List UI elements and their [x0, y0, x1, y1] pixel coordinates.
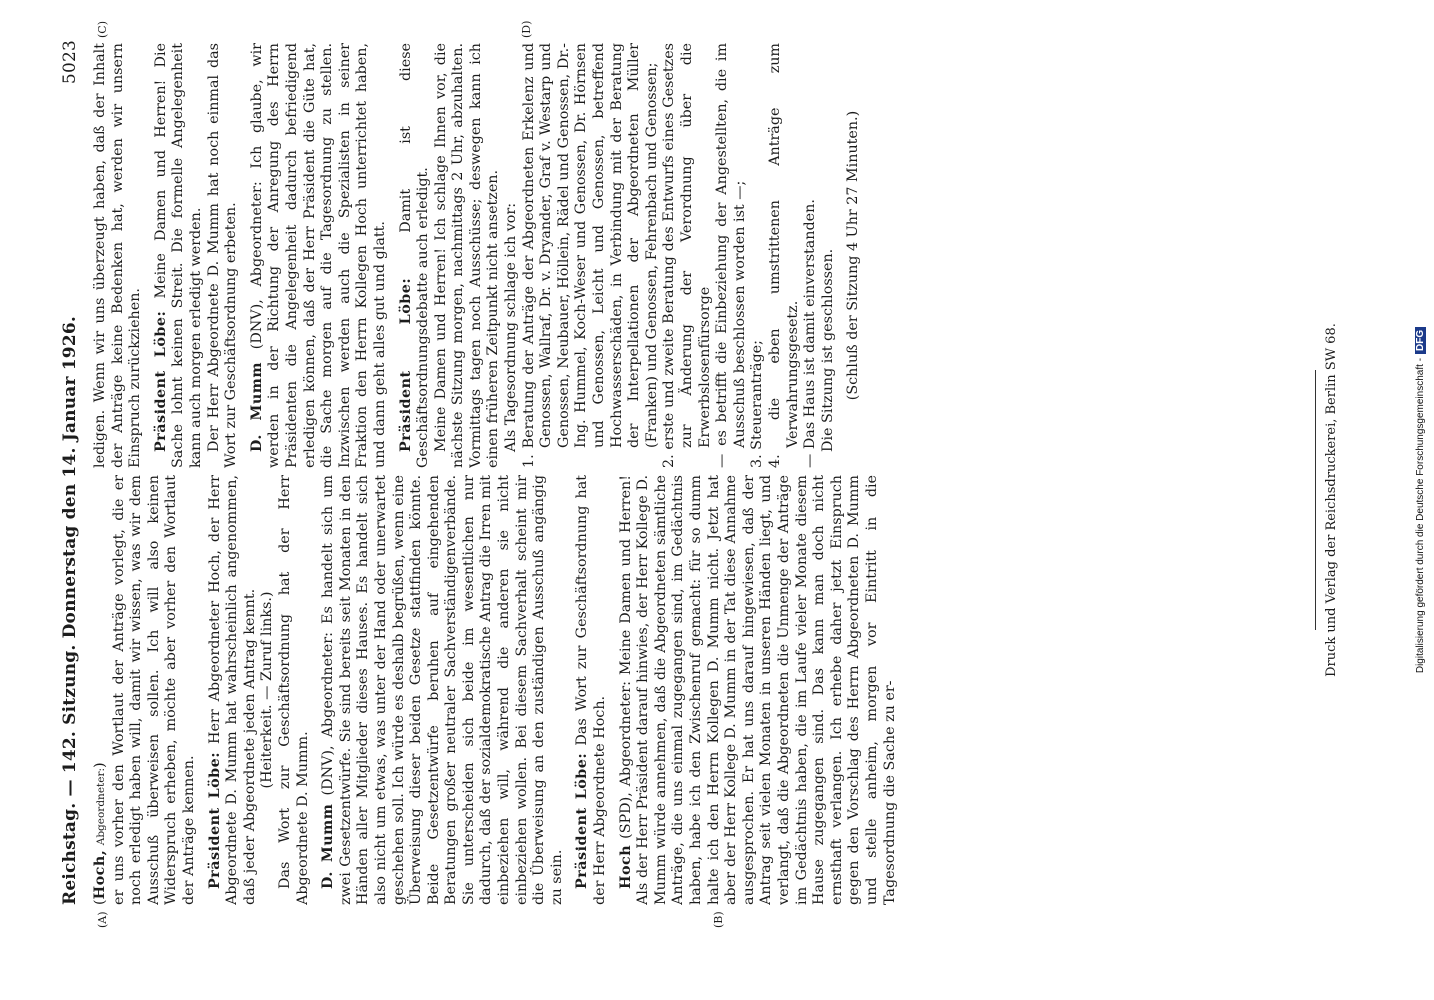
margin-marker-b: (B)	[712, 911, 725, 928]
paragraph: Meine Damen und Herren! Ich schlage Ihnen vor, die nächste Sitzung morgen, nachmittags 2 Uhr, abzuhalten. Vormittags tagen noch Ausschüsse; deswegen kann ich einen früheren Zeitpunkt nicht ansetzen.	[432, 43, 502, 468]
paragraph: — Das Haus ist damit einverstanden.	[802, 199, 819, 468]
agenda-item: — es betrifft die Einbeziehung der Angestellten, die im Ausschuß beschlossen worden ist —;	[714, 43, 748, 468]
paragraph: er uns vorher den Wortlaut der Anträge vorlegt, die er noch erledigt haben will, damit wir wissen, was wir dem Ausschuß überweisen sollen. Ich will also keinen Widerspruch erheben, möchte aber vorher den Wortlaut der Anträge kennen.	[110, 475, 197, 905]
header-title: Reichstag. — 142. Sitzung. Donnerstag den 14. Januar 1926.	[60, 316, 80, 905]
agenda-item: 3. Steueranträge;	[749, 340, 766, 468]
paragraph: Das Wort zur Geschäftsordnung hat der Herr Abgeordnete D. Mumm.	[276, 475, 311, 905]
paragraph: D. Mumm (DNV), Abgeordneter: Es handelt sich um zwei Gesetzentwürfe. Sie sind bereits seit Monaten in den Händen aller Mitglieder dieses Hauses. Es handelt sich also nicht um etwas, was unter der Hand oder unerwartet geschehen soll. Ich würde es deshalb begrüßen, wenn eine Überweisung dieser beiden Gesetze stattfinden könnte. Beide Gesetzentwürfe beruhen auf eingehenden Beratungen großer neutraler Sachverständigenverbände. Sie unterscheiden sich beide im wesentlichen nur dadurch, daß der sozialdemokratische Antrag die Irren mit einbeziehen will, während die anderen sie nicht einbeziehen wollen. Bei diesem Sachverhalt scheint mir die Überweisung an den zuständigen Ausschuß angängig zu sein.	[320, 475, 565, 905]
agenda-list	[521, 43, 803, 468]
digitization-note: Digitalisierung gefördert durch die Deutsche Forschungsgemeinschaft -DFG	[1415, 0, 1426, 1000]
margin-marker-a: (A)	[96, 911, 109, 928]
paragraph: Der Herr Abgeordnete D. Mumm hat noch einmal das Wort zur Geschäftsordnung erbeten.	[205, 43, 240, 468]
right-column	[92, 43, 922, 468]
paragraph: Präsident Löbe: Meine Damen und Herren! Die Sache lohnt keinen Streit. Die formelle Angelegenheit kann auch morgen erledigt werden.	[152, 43, 204, 468]
paragraph: (Hoch, Abgeordneter:)	[92, 762, 108, 905]
paragraph: Präsident Löbe: Herr Abgeordneter Hoch, der Herr Abgeordnete D. Mumm hat wahrscheinlich angenommen, daß jeder Abgeordnete jeden Antrag kennt.	[206, 475, 258, 905]
paragraph: ledigen. Wenn wir uns überzeugt haben, daß der Inhalt der Anträge keine Bedenken hat, werden wir unsern Einspruch zurückziehen.	[92, 43, 144, 468]
paragraph: Die Sitzung ist geschlossen.	[819, 248, 836, 452]
paragraph: Präsident Löbe: Das Wort zur Geschäftsordnung hat der Herr Abgeordnete Hoch.	[574, 475, 609, 905]
agenda-item: 4. die eben umstrittenen Anträge zum Verwahrungsgesetz.	[766, 43, 801, 468]
footer-rule	[1315, 370, 1316, 630]
closing-note: (Schluß der Sitzung 4 Uhr 27 Minuten.)	[845, 110, 862, 401]
page-number: 5023	[60, 40, 80, 85]
dfg-logo: DFG	[1415, 327, 1426, 354]
paragraph: Als Tagesordnung schlage ich vor:	[503, 202, 520, 452]
paragraph: Hoch (SPD), Abgeordneter: Meine Damen und Herren! Als der Herr Präsident darauf hinwies, der Herr Kollege D. Mumm würde annehmen, daß die Abgeordneten sämtliche Anträge, die uns einmal zugegangen sind, im Gedächtnis haben, habe ich den Zwischenruf gemacht: für so dumm halte ich den Herrn Kollegen D. Mumm nicht. Jetzt hat aber der Herr Kollege D. Mumm in der Tat diese Annahme ausgesprochen. Er hat uns darauf hingewiesen, daß der Antrag seit vielen Monaten in unseren Händen liegt, und verlangt, daß die Abgeordneten die Unmenge der Anträge im Gedächtnis haben, die im Laufe vieler Monate diesem Hause zugegangen sind. Das kann man doch nicht ernsthaft verlangen. Ich erhebe daher jetzt Einspruch gegen den Vorschlag des Herrn Abgeordneten D. Mumm und stelle anheim, morgen vor Eintritt in die Tagesordnung die Sache zu er-	[617, 475, 898, 905]
interjection: (Heiterkeit. — Zuruf links.)	[259, 591, 276, 789]
running-header	[58, 40, 88, 960]
margin-marker-d: (D)	[520, 20, 533, 38]
imprint-text: Druck und Verlag der Reichsdruckerei, Berlin SW 68.	[1324, 323, 1339, 677]
agenda-item: 2. erste und zweite Beratung des Entwurfs eines Gesetzes zur Änderung der Verordnung über die Erwerbslosenfürsorge	[661, 43, 713, 468]
left-column	[92, 475, 922, 905]
paragraph: D. Mumm (DNV), Abgeordneter: Ich glaube, wir werden in der Richtung der Anregung des Herrn Präsidenten die Angelegenheit dadurch befriedigend erledigen können, daß der Herr Präsident die Güte hat, die Sache morgen auf die Tagesordnung zu stellen. Inzwischen werden auch die Spezialisten in seiner Fraktion den Herrn Kollegen Hoch unterrichtet haben, und dann geht alles gut und glatt.	[248, 43, 388, 468]
margin-marker-c: (C)	[96, 21, 109, 38]
imprint-footer	[1315, 40, 1339, 960]
agenda-item: 1. Beratung der Anträge der Abgeordneten Erkelenz und Genossen, Wallraf, Dr. v. Dryander, Graf v. Westarp und Genossen, Neubauer, Höllein, Rädel und Genossen, Dr.-Ing. Hummel, Koch-Weser und Genossen, Dr. Hörnsen und Genossen, Leicht und Genossen, betreffend Hochwasserschäden, in Verbindung mit der Beratung der Interpellationen der Abgeordneten Müller (Franken) und Genossen, Fehrenbach und Genossen;	[520, 43, 660, 468]
paragraph: Präsident Löbe: Damit ist diese Geschäftsordnungsdebatte auch erledigt.	[397, 43, 432, 468]
